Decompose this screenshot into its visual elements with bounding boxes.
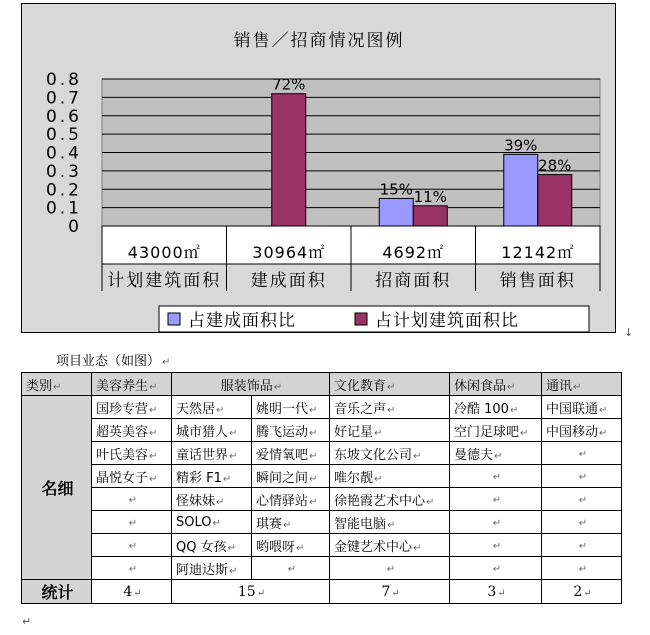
y-tick-label: 0.7 [45,88,82,109]
data-label: 15% [379,180,413,199]
table-cell: 超英美容↵ [92,419,172,442]
table-cell: 琪赛↵ [252,511,330,534]
chart-frame [21,3,616,333]
total-cell: 4↵ [92,580,172,604]
data-label: 39% [504,136,538,155]
table-cell [450,534,542,557]
table-cell: 智能电脑↵ [330,511,450,534]
table-cell [542,557,622,580]
table-body [22,396,622,604]
table-cell [542,442,622,465]
y-tick-label: 0.3 [45,161,82,182]
y-tick-label: 0.5 [45,125,82,146]
table-cell: 音乐之声↵ [330,396,450,419]
header-cell: 文化教育↵ [330,373,450,396]
table-cell: 天然居↵ [172,396,252,419]
table-cell [92,488,172,511]
category-name-label: 招商面积 [375,271,452,291]
bar [538,175,572,226]
table-cell [92,534,172,557]
return-arrow-icon: ↵ [492,563,502,575]
return-arrow-icon: ↵ [386,563,396,575]
data-label: 28% [538,156,572,175]
category-cell: 名细 [22,396,92,580]
category-value-label: 30964㎡ [252,243,326,262]
total-cell: 3↵ [450,580,542,604]
table-cell [450,511,542,534]
table-row [22,488,622,511]
table-row [22,534,622,557]
table-cell: 空门足球吧↵ [450,419,542,442]
return-arrow-icon: ↵ [492,494,502,506]
table-cell: 城市猎人↵ [172,419,252,442]
category-name-label: 建成面积 [250,271,327,291]
table-cell: 曼德夫↵ [450,442,542,465]
y-tick-label: 0.4 [45,143,82,164]
header-cell: 类别↵ [22,373,92,396]
total-label-cell: 统计 [22,580,92,604]
table-cell: 徐艳霞艺术中心↵ [330,488,450,511]
table-cell [542,511,622,534]
table-cell: 哟喂呀↵ [252,534,330,557]
return-arrow-icon: ↵ [578,448,588,460]
table-row [22,396,622,419]
return-arrow-icon: ↵ [578,517,588,529]
table-cell: 腾飞运动↵ [252,419,330,442]
table-row [22,557,622,580]
return-arrow-icon: ↵ [128,563,138,575]
table-cell [252,557,330,580]
table-cell [450,488,542,511]
header-cell: 服装饰品↵ [172,373,330,396]
paragraph-mark-icon: ↓ [624,326,634,339]
table-cell [542,488,622,511]
total-row [22,580,622,604]
y-tick-label: 0.8 [45,70,82,90]
table-cell: 东坡文化公司↵ [330,442,450,465]
return-arrow-icon: ↵ [492,471,502,483]
y-tick-label: 0.2 [45,180,82,201]
table-cell: SOLO↵ [172,511,252,534]
return-arrow-icon: ↵ [578,563,588,575]
table-cell: QQ 女孩↵ [172,534,252,557]
chart-svg [22,4,617,334]
bar [272,94,306,226]
table-cell: 好记星↵ [330,419,450,442]
bar [504,154,538,226]
return-arrow-icon: ↵ [287,563,297,575]
y-tick-label: 0 [68,217,82,237]
table-cell [92,511,172,534]
return-arrow-icon: ↵ [128,494,138,506]
header-cell: 休闲食品↵ [450,373,542,396]
table-row [22,465,622,488]
table-row [22,511,622,534]
data-label: 72% [272,75,306,94]
bar [413,206,447,226]
table-row [22,442,622,465]
legend-label: 占计划建筑面积比 [375,311,519,331]
table-cell [92,557,172,580]
paragraph-mark-icon: ↵ [22,615,32,628]
y-tick-label: 0.6 [45,106,82,127]
total-cell: 15↵ [172,580,330,604]
legend-swatch [168,313,180,325]
table-cell: 爱情氧吧↵ [252,442,330,465]
table-cell: 怪妹妹↵ [172,488,252,511]
table-cell: 中国移动↵ [542,419,622,442]
table-cell [542,465,622,488]
category-name-label: 计划建筑面积 [107,271,222,291]
table-cell: 精彩 F1↵ [172,465,252,488]
total-cell: 7↵ [330,580,450,604]
category-name-label: 销售面积 [499,271,576,291]
table-header-row [22,373,622,396]
table-cell: 金键艺术中心↵ [330,534,450,557]
header-cell: 美容养生↵ [92,373,172,396]
return-arrow-icon: ↵ [578,471,588,483]
return-arrow-icon: ↵ [578,540,588,552]
table-row [22,419,622,442]
table-cell: 童话世界↵ [172,442,252,465]
table-caption [56,350,170,369]
table-cell: 姚明一代↵ [252,396,330,419]
data-label: 11% [413,187,447,206]
table-caption-text: 项目业态（如图） [56,354,161,369]
return-arrow-icon: ↵ [492,540,502,552]
table-cell: 叶氏美容↵ [92,442,172,465]
header-cell: 通讯↵ [542,373,622,396]
bar [379,198,413,226]
table-cell [542,534,622,557]
total-cell: 2↵ [542,580,622,604]
legend-swatch [355,313,367,325]
table-cell: 国珍专营↵ [92,396,172,419]
legend-label: 占建成面积比 [188,311,296,331]
table-cell [330,557,450,580]
business-table [21,372,622,604]
y-tick-label: 0.1 [45,198,82,219]
table-cell: 晶悦女子↵ [92,465,172,488]
table-cell: 瞬间之间↵ [252,465,330,488]
return-arrow-icon: ↵ [128,540,138,552]
table-cell [450,557,542,580]
table-cell: 唯尔靓↵ [330,465,450,488]
return-arrow-icon: ↵ [128,517,138,529]
table-cell [450,465,542,488]
table-cell: 阿迪达斯↵ [172,557,252,580]
table-cell: 中国联通↵ [542,396,622,419]
return-arrow-icon: ↵ [162,357,171,368]
chart-title: 销售／招商情况图例 [233,31,405,51]
category-value-label: 4692㎡ [382,243,445,262]
category-value-label: 43000㎡ [127,243,201,262]
return-arrow-icon: ↵ [492,517,502,529]
table-cell: 心情驿站↵ [252,488,330,511]
category-value-label: 12142㎡ [501,243,575,262]
return-arrow-icon: ↵ [578,494,588,506]
table-cell: 冷酷 100↵ [450,396,542,419]
